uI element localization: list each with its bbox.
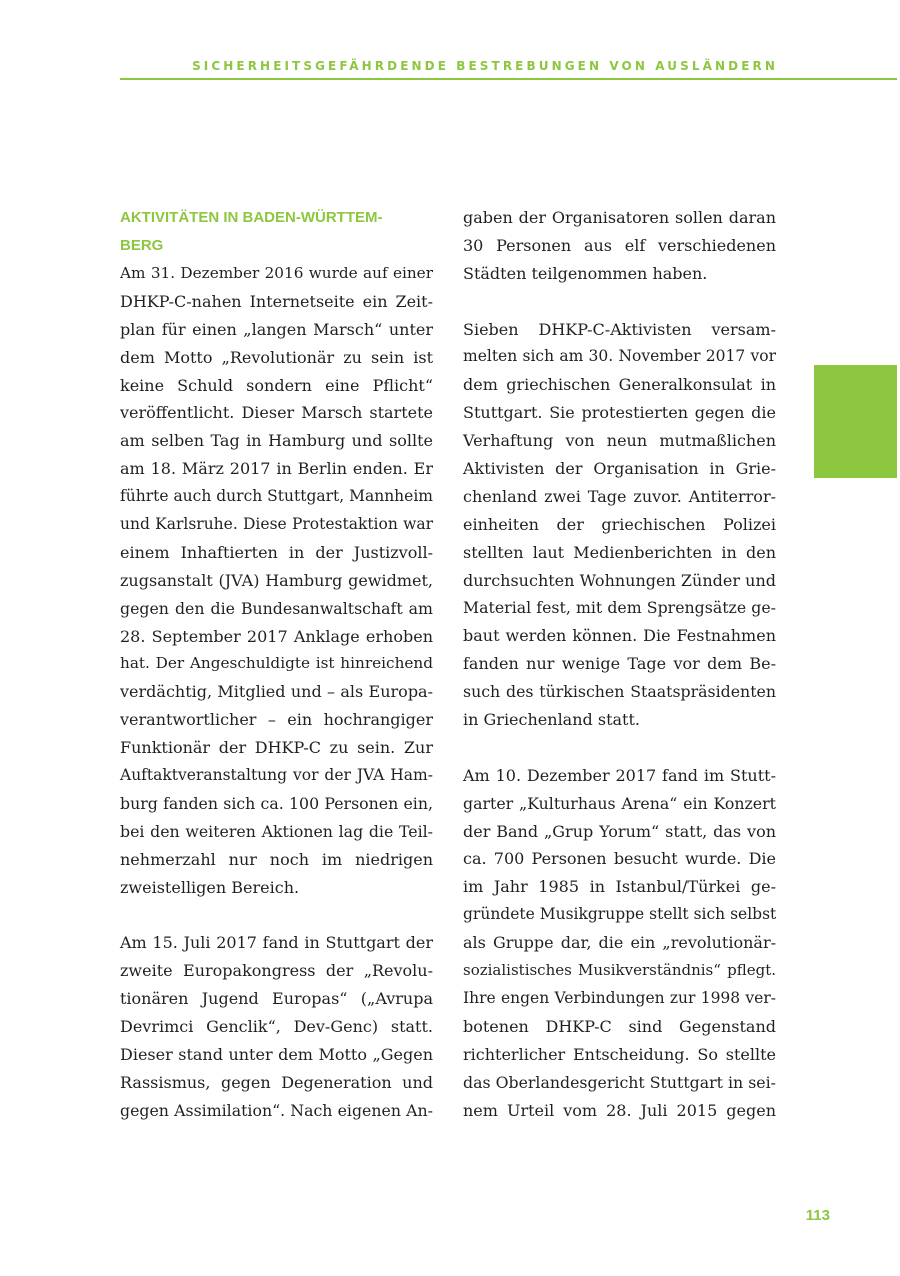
text-line: fanden nur wenige Tage vor dem Be-: [463, 654, 776, 674]
text-line: 28. September 2017 Anklage erhoben: [120, 626, 433, 646]
text-line: und Karlsruhe. Diese Protestaktion war: [120, 515, 433, 534]
header-rule: [120, 78, 897, 80]
text-line: Material fest, mit dem Sprengsätze ge-: [463, 598, 776, 618]
text-line: einem Inhaftierten in der Justizvoll-: [120, 542, 433, 562]
text-line: Sieben DHKP-C-Aktivisten versam-: [463, 319, 776, 339]
page-number: 113: [805, 1207, 830, 1224]
text-line: Ihre engen Verbindungen zur 1998 ver-: [463, 988, 776, 1007]
text-line: zweite Europakongress der „Revolu-: [120, 961, 433, 981]
text-line: Rassismus, gegen Degeneration und: [120, 1072, 433, 1092]
text-line: am selben Tag in Hamburg und sollte: [120, 431, 433, 451]
text-line: veröffentlicht. Dieser Marsch startete: [120, 403, 433, 423]
text-line: bei den weiteren Aktionen lag die Teil-: [120, 821, 433, 841]
text-line: zugsanstalt (JVA) Hamburg gewidmet,: [120, 570, 433, 590]
text-line: gegen Assimilation“. Nach eigenen An-: [120, 1100, 433, 1120]
text-line: sozialistisches Musikverständnis“ pflegt.: [463, 961, 776, 980]
text-line: 30 Personen aus elf verschiedenen: [463, 235, 776, 255]
text-line: tionären Jugend Europas“ („Avrupa: [120, 989, 433, 1009]
text-line: dem Motto „Revolutionär zu sein ist: [120, 347, 433, 367]
text-line: DHKP-C-nahen Internetseite ein Zeit-: [120, 291, 433, 311]
paragraph-participants: [463, 204, 776, 288]
text-line: durchsuchten Wohnungen Zünder und: [463, 570, 776, 590]
text-line: plan für einen „langen Marsch“ unter: [120, 319, 433, 339]
section-heading: [120, 204, 433, 260]
text-line: verantwortlicher – ein hochrangiger: [120, 710, 433, 730]
text-line: gaben der Organisatoren sollen daran: [463, 208, 776, 227]
right-column: [463, 204, 776, 1124]
text-line: im Jahr 1985 in Istanbul/Türkei ge-: [463, 877, 776, 897]
text-line: Dieser stand unter dem Motto „Gegen: [120, 1044, 433, 1064]
text-line: Verhaftung von neun mutmaßlichen: [463, 431, 776, 451]
text-line: Funktionär der DHKP-C zu sein. Zur: [120, 738, 433, 758]
text-line: burg fanden sich ca. 100 Personen ein,: [120, 793, 433, 813]
text-line: Am 10. Dezember 2017 fand im Stutt-: [463, 765, 776, 785]
text-line: der Band „Grup Yorum“ statt, das von: [463, 821, 776, 841]
text-line: Devrimci Genclik“, Dev-Genc) statt.: [120, 1017, 433, 1037]
text-line: chenland zwei Tage zuvor. Antiterror-: [463, 486, 776, 506]
chapter-tab-marker: [814, 365, 897, 478]
text-line: zweistelligen Bereich.: [120, 877, 300, 897]
text-line: am 18. März 2017 in Berlin enden. Er: [120, 459, 433, 479]
text-line: Aktivisten der Organisation in Grie-: [463, 459, 776, 479]
text-line: botenen DHKP-C sind Gegenstand: [463, 1016, 776, 1036]
text-line: melten sich am 30. November 2017 vor: [463, 347, 776, 366]
text-line: Städten teilgenommen haben.: [463, 263, 708, 283]
text-line: nem Urteil vom 28. Juli 2015 gegen: [463, 1100, 776, 1120]
text-line: baut werden können. Die Festnahmen: [463, 626, 776, 646]
text-line: garter „Kulturhaus Arena“ ein Konzert: [463, 793, 776, 813]
text-line: nehmerzahl nur noch im niedrigen: [120, 849, 433, 869]
text-line: führte auch durch Stuttgart, Mannheim: [120, 487, 433, 506]
text-line: stellten laut Medienberichten in den: [463, 542, 776, 562]
left-column: [120, 204, 433, 1125]
text-line: Am 15. Juli 2017 fand in Stuttgart der: [120, 933, 433, 953]
text-line: einheiten der griechischen Polizei: [463, 514, 776, 534]
paragraph-long-march: [120, 260, 433, 901]
text-line: hat. Der Angeschuldigte ist hinreichend: [120, 654, 433, 673]
paragraph-consulate-protest: [463, 316, 776, 734]
text-line: gründete Musikgruppe stellt sich selbst: [463, 905, 777, 924]
text-line: das Oberlandesgericht Stuttgart in sei-: [463, 1072, 776, 1092]
text-line: als Gruppe dar, die ein „revolutionär-: [463, 933, 776, 953]
text-line: in Griechenland statt.: [463, 710, 640, 730]
running-header: SICHERHEITSGEFÄHRDENDE BESTREBUNGEN VON AUSLÄNDERN: [192, 59, 778, 73]
section-heading-line: AKTIVITÄTEN IN BADEN-WÜRTTEM-: [120, 209, 383, 226]
text-line: ca. 700 Personen besucht wurde. Die: [463, 849, 776, 869]
text-line: such des türkischen Staatspräsidenten: [463, 682, 776, 702]
text-line: verdächtig, Mitglied und – als Europa-: [120, 682, 433, 702]
text-line: Auftaktveranstaltung vor der JVA Ham-: [120, 766, 433, 785]
text-line: Am 31. Dezember 2016 wurde auf einer: [120, 264, 433, 282]
paragraph-concert: [463, 762, 776, 1125]
text-line: richterlicher Entscheidung. So stellte: [463, 1044, 776, 1064]
paragraph-europakongress: [120, 929, 433, 1124]
section-heading-line: BERG: [120, 237, 164, 254]
text-line: gegen den die Bundesanwaltschaft am: [120, 598, 433, 618]
text-line: dem griechischen Generalkonsulat in: [463, 375, 776, 395]
text-line: Stuttgart. Sie protestierten gegen die: [463, 403, 776, 423]
text-line: keine Schuld sondern eine Pflicht“: [120, 375, 433, 395]
